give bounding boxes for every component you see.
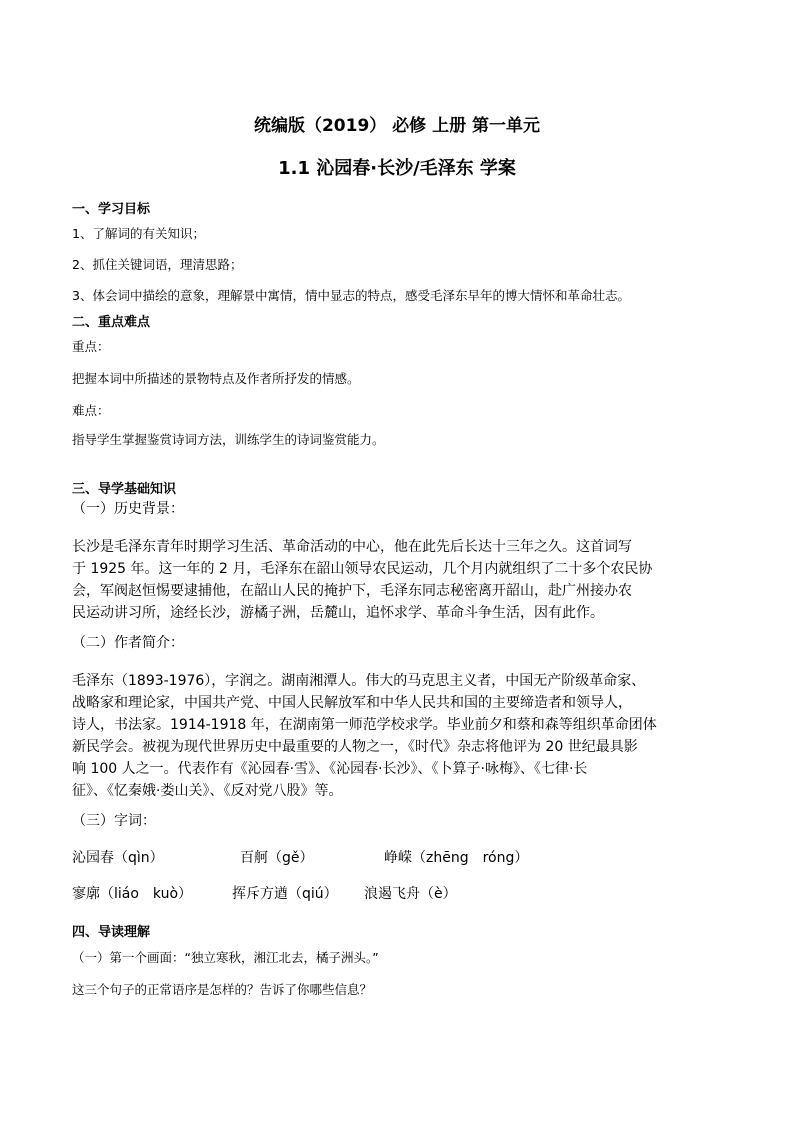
word-entry: 百舸（gě） <box>240 850 314 866</box>
key-label: 重点： <box>72 339 110 354</box>
word-entry: 峥嵘（zhēng róng） <box>384 850 529 866</box>
key-text: 把握本词中所描述的景物特点及作者所抒发的情感。 <box>72 371 360 386</box>
paragraph-line: 新民学会。被视为现代世界历史中最重要的人物之一，《时代》杂志将他评为 20 世纪最具影 <box>72 739 638 755</box>
goal-item: 1、了解词的有关知识； <box>72 226 205 241</box>
word-entry: 浪遏飞舟（è） <box>364 886 457 902</box>
reading-subheading: （一）第一个画面：“独立寒秋，湘江北去，橘子洲头。” <box>72 950 379 965</box>
author-paragraph <box>72 670 722 802</box>
paragraph-line: 征》、《忆秦娥·娄山关》、《反对党八股》等。 <box>72 783 343 799</box>
hard-label: 难点： <box>72 403 110 418</box>
words-label: （三）字词： <box>72 813 156 829</box>
document-title: 统编版（2019） 必修 上册 第一单元 <box>253 116 541 136</box>
paragraph-line: 毛泽东（1893-1976），字润之。湖南湘潭人。伟大的马克思主义者，中国无产阶级革命家、 <box>72 673 646 689</box>
author-label: （二）作者简介： <box>72 635 184 651</box>
paragraph-line: 长沙是毛泽东青年时期学习生活、革命活动的中心，他在此先后长达十三年之久。这首词写 <box>72 539 632 555</box>
section-heading-key-points: 二、重点难点 <box>72 315 151 330</box>
section-heading-reading: 四、导读理解 <box>72 925 151 940</box>
background-paragraph <box>72 536 722 624</box>
reading-question: 这三个句子的正常语序是怎样的？告诉了你哪些信息？ <box>72 982 373 997</box>
goal-item: 2、抓住关键词语，理清思路； <box>72 257 243 272</box>
paragraph-line: 诗人，书法家。1914-1918 年，在湖南第一师范学校求学。毕业前夕和蔡和森等组织革命团体 <box>72 717 657 733</box>
paragraph-line: 战略家和理论家，中国共产党、中国人民解放军和中华人民共和国的主要缔造者和领导人， <box>72 695 632 711</box>
paragraph-line: 响 100 人之一。代表作有《沁园春·雪》、《沁园春·长沙》、《卜算子·咏梅》、《七律·长 <box>72 761 588 777</box>
paragraph-line: 民运动讲习所，途经长沙，游橘子洲，岳麓山，追怀求学、革命斗争生活，因有此作。 <box>72 605 604 621</box>
background-label: （一）历史背景： <box>72 501 184 517</box>
section-heading-goals: 一、学习目标 <box>72 202 151 217</box>
paragraph-line: 会，军阀赵恒惕要逮捕他，在韶山人民的掩护下，毛泽东同志秘密离开韶山，赴广州接办农 <box>72 583 632 599</box>
goal-item: 3、体会词中描绘的意象，理解景中寓情，情中显志的特点，感受毛泽东早年的博大情怀和革命壮志。 <box>72 288 630 303</box>
paragraph-line: 于 1925 年。这一年的 2 月，毛泽东在韶山领导农民运动，几个月内就组织了二十多个农民协 <box>72 561 653 577</box>
word-entry: 沁园春（qìn） <box>72 850 164 866</box>
hard-text: 指导学生掌握鉴赏诗词方法，训练学生的诗词鉴赏能力。 <box>72 432 385 447</box>
section-heading-basics: 三、导学基础知识 <box>72 482 177 497</box>
word-entry: 挥斥方遒（qiú） <box>232 886 338 902</box>
word-entry: 寥廓（liáo kuò） <box>72 886 193 902</box>
document-subtitle: 1.1 沁园春·长沙/毛泽东 学案 <box>278 158 516 179</box>
